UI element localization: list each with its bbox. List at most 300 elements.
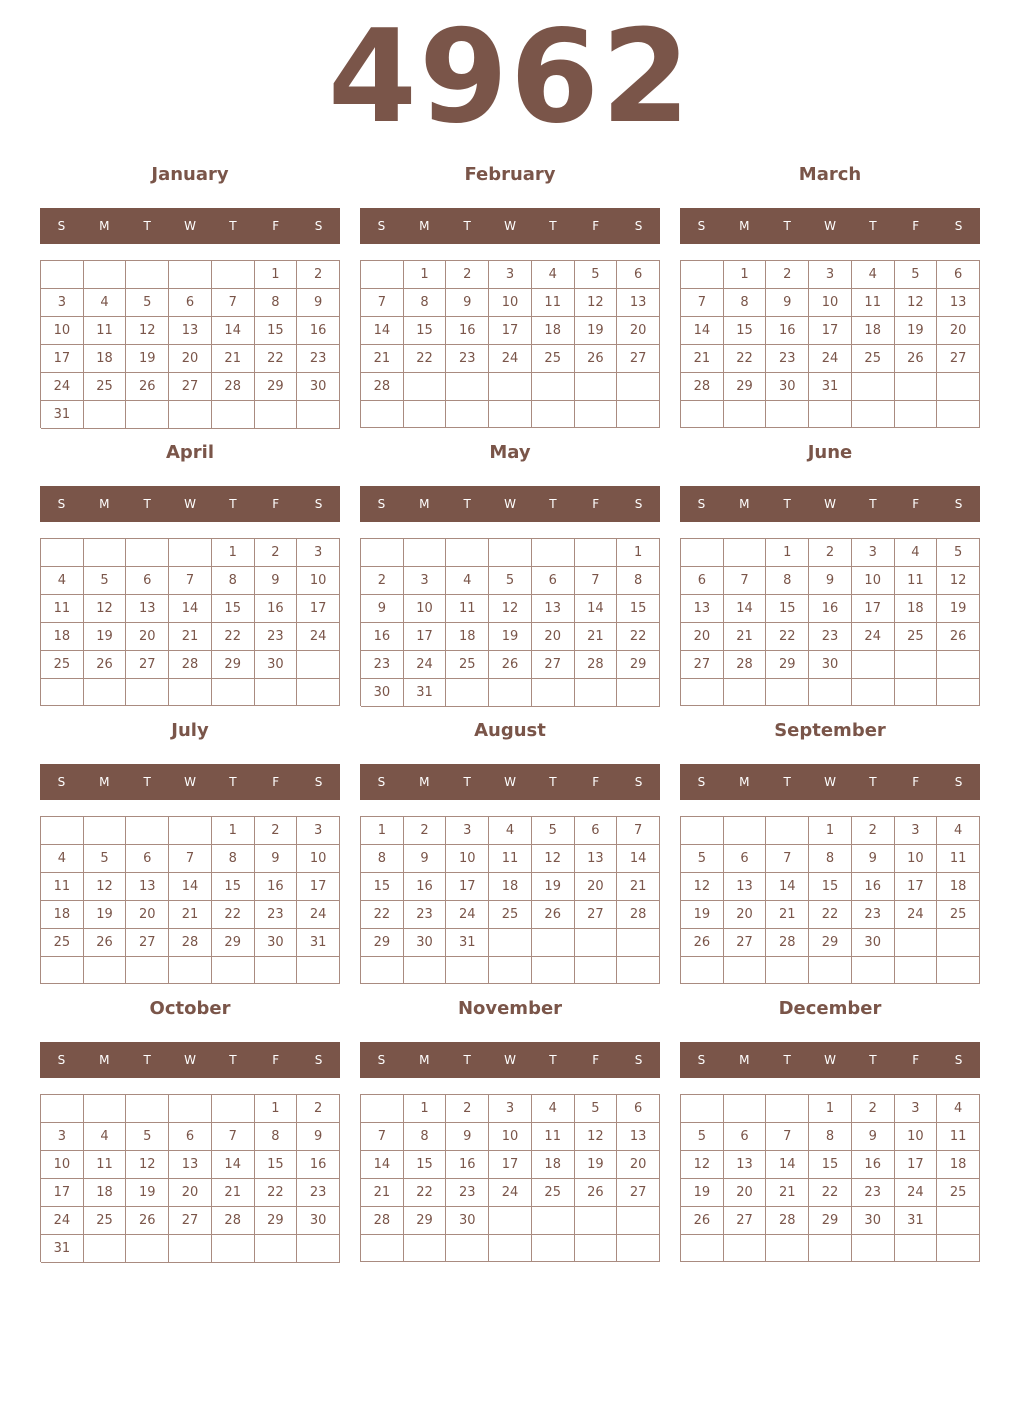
day-cell: 13 xyxy=(169,1151,212,1179)
empty-cell xyxy=(617,373,660,401)
empty-cell xyxy=(766,957,809,984)
day-cell: 5 xyxy=(84,845,127,873)
day-cell: 12 xyxy=(937,567,980,595)
empty-cell xyxy=(297,1235,340,1263)
day-cell: 26 xyxy=(84,929,127,957)
day-grid xyxy=(40,538,340,706)
weekday-label: M xyxy=(99,775,110,789)
day-cell: 18 xyxy=(895,595,938,623)
day-cell: 29 xyxy=(617,651,660,679)
empty-cell xyxy=(169,539,212,567)
weekday-label: W xyxy=(504,219,516,233)
day-cell: 4 xyxy=(852,261,895,289)
empty-cell xyxy=(766,1095,809,1123)
empty-cell xyxy=(724,401,767,428)
day-cell: 15 xyxy=(766,595,809,623)
day-cell: 1 xyxy=(212,817,255,845)
year-title: 4962 xyxy=(327,3,693,152)
day-cell: 21 xyxy=(617,873,660,901)
day-cell: 22 xyxy=(212,901,255,929)
day-cell: 4 xyxy=(895,539,938,567)
day-cell: 22 xyxy=(404,345,447,373)
weekday-label: S xyxy=(634,219,643,233)
weekday-label: S xyxy=(57,219,66,233)
day-cell: 15 xyxy=(809,1151,852,1179)
day-cell: 23 xyxy=(852,1179,895,1207)
empty-cell xyxy=(126,401,169,429)
empty-cell xyxy=(361,539,404,567)
weekday-label: W xyxy=(824,775,836,789)
day-cell: 3 xyxy=(895,817,938,845)
day-cell: 16 xyxy=(446,317,489,345)
day-cell: 8 xyxy=(361,845,404,873)
day-cell: 24 xyxy=(852,623,895,651)
day-cell: 3 xyxy=(297,539,340,567)
day-cell: 28 xyxy=(766,1207,809,1235)
day-cell: 3 xyxy=(852,539,895,567)
day-cell: 13 xyxy=(681,595,724,623)
empty-cell xyxy=(681,1095,724,1123)
empty-cell xyxy=(575,679,618,707)
empty-cell xyxy=(361,1235,404,1262)
day-cell: 20 xyxy=(169,345,212,373)
weekday-label: F xyxy=(912,497,920,511)
day-cell: 19 xyxy=(681,901,724,929)
empty-cell xyxy=(617,1207,660,1235)
day-cell: 14 xyxy=(169,595,212,623)
empty-cell xyxy=(446,539,489,567)
day-cell: 24 xyxy=(41,373,84,401)
weekday-label: T xyxy=(869,1053,877,1067)
day-cell: 25 xyxy=(84,1207,127,1235)
empty-cell xyxy=(532,679,575,707)
day-cell: 14 xyxy=(575,595,618,623)
empty-cell xyxy=(532,373,575,401)
empty-cell xyxy=(575,957,618,984)
empty-cell xyxy=(126,1235,169,1263)
empty-cell xyxy=(446,373,489,401)
month-name: July xyxy=(171,720,209,741)
weekday-label: S xyxy=(57,775,66,789)
day-cell: 11 xyxy=(41,595,84,623)
empty-cell xyxy=(169,401,212,429)
weekday-header xyxy=(360,764,660,800)
day-cell: 12 xyxy=(895,289,938,317)
weekday-label: W xyxy=(504,1053,516,1067)
day-cell: 23 xyxy=(404,901,447,929)
day-cell: 18 xyxy=(41,623,84,651)
day-cell: 7 xyxy=(617,817,660,845)
weekday-header xyxy=(40,208,340,244)
day-cell: 11 xyxy=(84,317,127,345)
day-cell: 15 xyxy=(361,873,404,901)
weekday-header xyxy=(680,486,980,522)
day-cell: 7 xyxy=(212,289,255,317)
day-cell: 29 xyxy=(809,1207,852,1235)
day-cell: 12 xyxy=(681,873,724,901)
day-cell: 16 xyxy=(766,317,809,345)
empty-cell xyxy=(895,401,938,428)
weekday-label: T xyxy=(143,775,151,789)
day-cell: 25 xyxy=(895,623,938,651)
day-grid xyxy=(680,816,980,984)
empty-cell xyxy=(41,817,84,845)
weekday-label: S xyxy=(314,497,323,511)
day-cell: 23 xyxy=(297,1179,340,1207)
month-november xyxy=(360,994,660,1256)
weekday-label: T xyxy=(463,1053,471,1067)
day-cell: 14 xyxy=(212,1151,255,1179)
day-cell: 8 xyxy=(212,845,255,873)
day-cell: 2 xyxy=(361,567,404,595)
empty-cell xyxy=(681,261,724,289)
empty-cell xyxy=(41,1095,84,1123)
empty-cell xyxy=(852,957,895,984)
day-cell: 15 xyxy=(255,317,298,345)
day-cell: 2 xyxy=(766,261,809,289)
weekday-header xyxy=(40,1042,340,1078)
day-cell: 30 xyxy=(404,929,447,957)
day-cell: 17 xyxy=(489,1151,532,1179)
empty-cell xyxy=(446,679,489,707)
day-cell: 20 xyxy=(575,873,618,901)
day-cell: 8 xyxy=(212,567,255,595)
day-cell: 30 xyxy=(297,373,340,401)
day-cell: 11 xyxy=(852,289,895,317)
weekday-label: S xyxy=(697,497,706,511)
day-cell: 21 xyxy=(575,623,618,651)
day-cell: 22 xyxy=(809,901,852,929)
empty-cell xyxy=(937,373,980,401)
day-cell: 24 xyxy=(489,1179,532,1207)
day-cell: 21 xyxy=(766,901,809,929)
day-cell: 1 xyxy=(255,1095,298,1123)
day-grid xyxy=(680,260,980,428)
day-cell: 9 xyxy=(852,845,895,873)
empty-cell xyxy=(766,679,809,706)
weekday-label: W xyxy=(824,497,836,511)
day-cell: 11 xyxy=(895,567,938,595)
day-cell: 16 xyxy=(809,595,852,623)
day-cell: 8 xyxy=(255,289,298,317)
day-cell: 18 xyxy=(532,317,575,345)
day-cell: 3 xyxy=(895,1095,938,1123)
empty-cell xyxy=(575,1235,618,1262)
empty-cell xyxy=(212,1235,255,1263)
empty-cell xyxy=(681,539,724,567)
day-cell: 24 xyxy=(895,901,938,929)
day-cell: 1 xyxy=(212,539,255,567)
day-cell: 6 xyxy=(126,845,169,873)
day-cell: 5 xyxy=(532,817,575,845)
day-cell: 22 xyxy=(766,623,809,651)
day-cell: 17 xyxy=(489,317,532,345)
day-cell: 12 xyxy=(126,1151,169,1179)
day-cell: 12 xyxy=(575,289,618,317)
month-name: September xyxy=(774,720,886,741)
empty-cell xyxy=(169,1235,212,1263)
empty-cell xyxy=(255,957,298,984)
day-cell: 16 xyxy=(297,317,340,345)
day-cell: 15 xyxy=(724,317,767,345)
day-cell: 5 xyxy=(937,539,980,567)
day-cell: 13 xyxy=(126,595,169,623)
day-cell: 28 xyxy=(169,929,212,957)
empty-cell xyxy=(212,261,255,289)
weekday-label: M xyxy=(739,219,750,233)
day-cell: 9 xyxy=(404,845,447,873)
day-cell: 20 xyxy=(617,317,660,345)
day-cell: 22 xyxy=(255,1179,298,1207)
empty-cell xyxy=(617,401,660,428)
weekday-label: S xyxy=(57,497,66,511)
day-cell: 5 xyxy=(681,845,724,873)
empty-cell xyxy=(532,1207,575,1235)
day-cell: 20 xyxy=(724,1179,767,1207)
weekday-header xyxy=(360,486,660,522)
weekday-label: W xyxy=(504,775,516,789)
weekday-label: W xyxy=(184,775,196,789)
empty-cell xyxy=(404,539,447,567)
weekday-label: T xyxy=(229,775,237,789)
empty-cell xyxy=(809,401,852,428)
day-cell: 17 xyxy=(852,595,895,623)
weekday-label: T xyxy=(229,1053,237,1067)
day-cell: 3 xyxy=(446,817,489,845)
day-cell: 10 xyxy=(489,1123,532,1151)
empty-cell xyxy=(724,957,767,984)
day-cell: 26 xyxy=(681,1207,724,1235)
weekday-label: W xyxy=(184,219,196,233)
day-cell: 15 xyxy=(404,317,447,345)
day-cell: 28 xyxy=(575,651,618,679)
empty-cell xyxy=(84,401,127,429)
day-cell: 3 xyxy=(41,289,84,317)
day-cell: 6 xyxy=(617,1095,660,1123)
empty-cell xyxy=(575,401,618,428)
weekday-label: M xyxy=(99,219,110,233)
empty-cell xyxy=(255,401,298,429)
day-cell: 10 xyxy=(489,289,532,317)
weekday-label: S xyxy=(634,497,643,511)
empty-cell xyxy=(126,1095,169,1123)
day-cell: 11 xyxy=(446,595,489,623)
day-cell: 30 xyxy=(361,679,404,707)
day-cell: 17 xyxy=(895,1151,938,1179)
day-cell: 28 xyxy=(212,1207,255,1235)
day-cell: 6 xyxy=(169,289,212,317)
day-cell: 31 xyxy=(446,929,489,957)
day-cell: 28 xyxy=(724,651,767,679)
empty-cell xyxy=(297,679,340,706)
day-cell: 11 xyxy=(489,845,532,873)
day-cell: 27 xyxy=(126,651,169,679)
day-cell: 3 xyxy=(489,1095,532,1123)
day-cell: 15 xyxy=(404,1151,447,1179)
day-cell: 2 xyxy=(852,817,895,845)
day-cell: 1 xyxy=(404,1095,447,1123)
day-cell: 26 xyxy=(126,1207,169,1235)
empty-cell xyxy=(766,817,809,845)
day-grid xyxy=(40,260,340,428)
empty-cell xyxy=(617,679,660,707)
month-name: October xyxy=(149,998,231,1019)
empty-cell xyxy=(895,373,938,401)
day-cell: 13 xyxy=(532,595,575,623)
empty-cell xyxy=(937,957,980,984)
day-cell: 28 xyxy=(212,373,255,401)
day-cell: 30 xyxy=(446,1207,489,1235)
day-cell: 26 xyxy=(489,651,532,679)
empty-cell xyxy=(724,679,767,706)
day-cell: 25 xyxy=(446,651,489,679)
day-grid xyxy=(40,816,340,984)
day-cell: 4 xyxy=(84,289,127,317)
day-cell: 12 xyxy=(532,845,575,873)
day-cell: 10 xyxy=(41,317,84,345)
day-cell: 1 xyxy=(724,261,767,289)
empty-cell xyxy=(489,929,532,957)
day-cell: 30 xyxy=(766,373,809,401)
weekday-label: F xyxy=(912,1053,920,1067)
day-cell: 12 xyxy=(84,873,127,901)
empty-cell xyxy=(212,1095,255,1123)
day-cell: 19 xyxy=(937,595,980,623)
day-cell: 9 xyxy=(446,289,489,317)
month-december xyxy=(680,994,980,1256)
weekday-label: T xyxy=(783,219,791,233)
day-cell: 18 xyxy=(489,873,532,901)
day-cell: 6 xyxy=(169,1123,212,1151)
day-cell: 1 xyxy=(404,261,447,289)
day-cell: 7 xyxy=(169,567,212,595)
day-cell: 16 xyxy=(255,595,298,623)
empty-cell xyxy=(169,261,212,289)
day-cell: 8 xyxy=(404,1123,447,1151)
day-cell: 9 xyxy=(809,567,852,595)
day-cell: 24 xyxy=(297,901,340,929)
day-cell: 12 xyxy=(681,1151,724,1179)
day-cell: 14 xyxy=(766,1151,809,1179)
day-cell: 6 xyxy=(724,1123,767,1151)
day-cell: 10 xyxy=(809,289,852,317)
day-grid xyxy=(680,538,980,706)
day-cell: 25 xyxy=(84,373,127,401)
day-cell: 30 xyxy=(255,651,298,679)
empty-cell xyxy=(84,261,127,289)
empty-cell xyxy=(169,957,212,984)
empty-cell xyxy=(126,957,169,984)
day-cell: 18 xyxy=(852,317,895,345)
weekday-label: W xyxy=(184,497,196,511)
day-cell: 26 xyxy=(681,929,724,957)
day-cell: 2 xyxy=(255,817,298,845)
weekday-label: W xyxy=(824,1053,836,1067)
weekday-label: S xyxy=(314,1053,323,1067)
day-cell: 18 xyxy=(532,1151,575,1179)
weekday-label: F xyxy=(272,775,280,789)
day-cell: 4 xyxy=(41,567,84,595)
empty-cell xyxy=(766,401,809,428)
empty-cell xyxy=(255,1235,298,1263)
weekday-label: S xyxy=(314,775,323,789)
weekday-label: W xyxy=(504,497,516,511)
empty-cell xyxy=(41,957,84,984)
weekday-label: T xyxy=(783,775,791,789)
empty-cell xyxy=(809,957,852,984)
empty-cell xyxy=(404,957,447,984)
day-cell: 26 xyxy=(532,901,575,929)
month-name: April xyxy=(165,442,215,463)
day-cell: 25 xyxy=(532,345,575,373)
month-april xyxy=(40,438,340,700)
day-cell: 12 xyxy=(489,595,532,623)
day-cell: 20 xyxy=(937,317,980,345)
empty-cell xyxy=(532,1235,575,1262)
weekday-label: S xyxy=(954,1053,963,1067)
day-cell: 24 xyxy=(446,901,489,929)
day-cell: 6 xyxy=(126,567,169,595)
day-cell: 22 xyxy=(617,623,660,651)
day-cell: 28 xyxy=(617,901,660,929)
day-cell: 5 xyxy=(575,1095,618,1123)
day-cell: 17 xyxy=(446,873,489,901)
weekday-header xyxy=(360,1042,660,1078)
day-cell: 24 xyxy=(489,345,532,373)
day-cell: 25 xyxy=(489,901,532,929)
empty-cell xyxy=(724,1095,767,1123)
day-cell: 1 xyxy=(255,261,298,289)
weekday-label: T xyxy=(143,219,151,233)
empty-cell xyxy=(361,401,404,428)
empty-cell xyxy=(852,1235,895,1262)
day-cell: 28 xyxy=(681,373,724,401)
empty-cell xyxy=(681,817,724,845)
day-cell: 5 xyxy=(84,567,127,595)
empty-cell xyxy=(937,929,980,957)
day-cell: 10 xyxy=(852,567,895,595)
day-cell: 21 xyxy=(361,345,404,373)
weekday-label: T xyxy=(229,497,237,511)
day-grid xyxy=(680,1094,980,1262)
month-may xyxy=(360,438,660,700)
day-cell: 7 xyxy=(575,567,618,595)
day-cell: 17 xyxy=(297,873,340,901)
day-grid xyxy=(40,1094,340,1262)
day-cell: 13 xyxy=(724,1151,767,1179)
empty-cell xyxy=(532,929,575,957)
weekday-label: T xyxy=(549,1053,557,1067)
weekday-label: F xyxy=(912,775,920,789)
day-cell: 19 xyxy=(895,317,938,345)
day-cell: 3 xyxy=(404,567,447,595)
day-cell: 8 xyxy=(617,567,660,595)
day-cell: 19 xyxy=(84,901,127,929)
weekday-label: S xyxy=(314,219,323,233)
day-cell: 8 xyxy=(404,289,447,317)
day-cell: 25 xyxy=(41,651,84,679)
day-cell: 6 xyxy=(532,567,575,595)
day-cell: 14 xyxy=(617,845,660,873)
empty-cell xyxy=(126,817,169,845)
day-cell: 29 xyxy=(361,929,404,957)
empty-cell xyxy=(212,679,255,706)
weekday-header xyxy=(680,1042,980,1078)
weekday-label: S xyxy=(954,497,963,511)
day-cell: 31 xyxy=(404,679,447,707)
empty-cell xyxy=(126,261,169,289)
day-cell: 10 xyxy=(297,845,340,873)
